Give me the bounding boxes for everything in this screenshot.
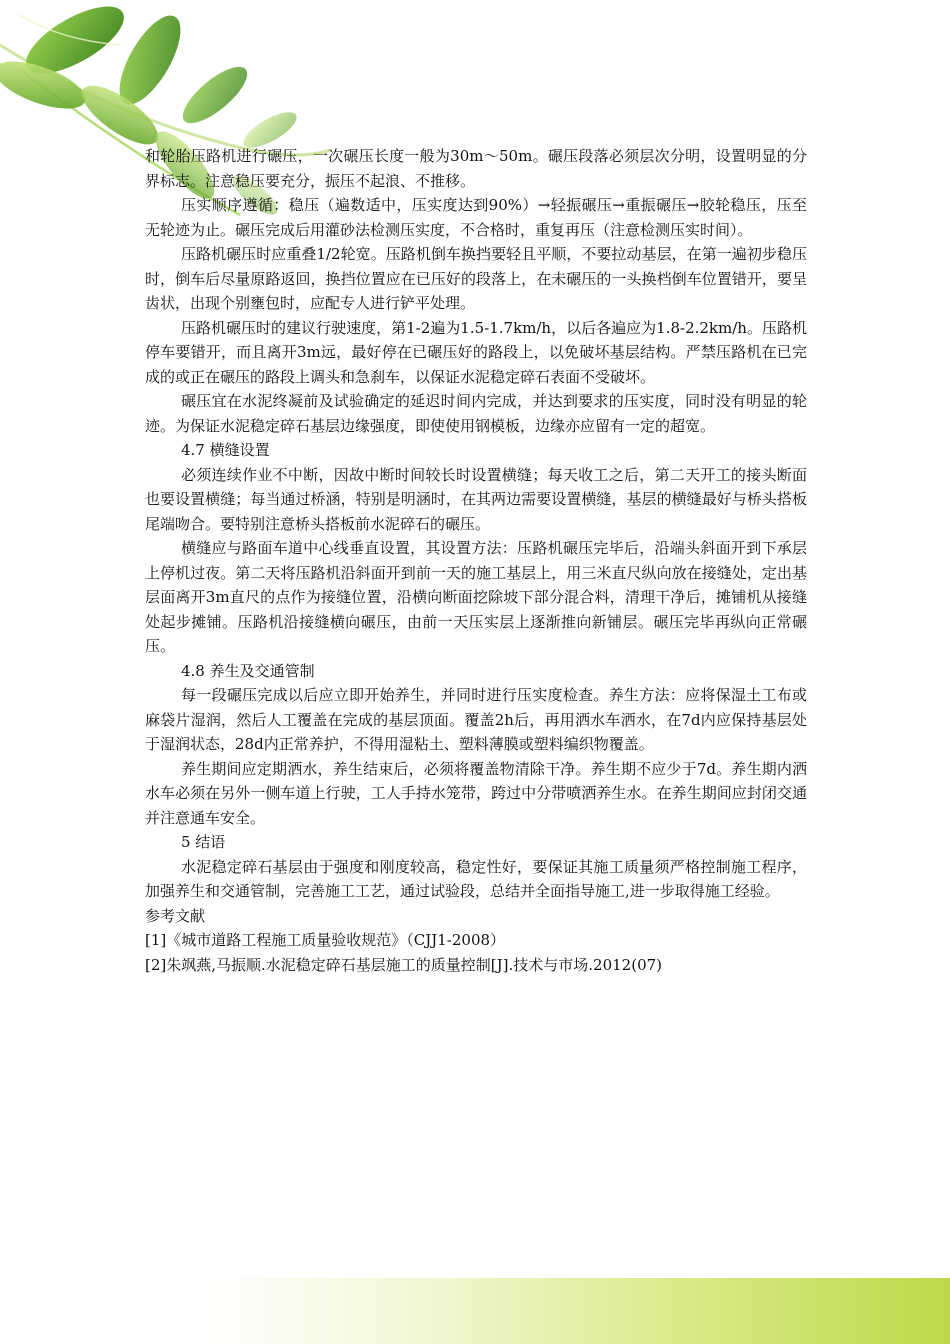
paragraph-conclusion: 水泥稳定碎石基层由于强度和刚度较高，稳定性好，要保证其施工质量须严格控制施工程序，加强养生和交通管制，完善施工工艺，通过试验段，总结并全面指导施工,进一步取得施工经验。 [145, 857, 807, 900]
reference-item: [1]《城市道路工程施工质量验收规范》（CJJ1-2008） [145, 931, 506, 949]
paragraph-joint-method: 横缝应与路面车道中心线垂直设置，其设置方法：压路机碾压完毕后，沿端头斜面开到下承层上停机过夜。第二天将压路机沿斜面开到前一天的施工基层上，用三米直尺纵向放在接缝处，定出基层面离开3m直尺的点作为接缝位置，沿横向断面挖除坡下部分混合料，清理干净后，摊铺机从接缝处起步摊铺。压路机沿接缝横向碾压，由前一天压实层上逐渐推向新铺层。碾压完毕再纵向正常碾压。 [145, 539, 807, 655]
section-heading-curing-traffic: 4.8 养生及交通管制 [181, 661, 315, 680]
footer-gradient-band [200, 1278, 950, 1344]
section-heading-conclusion: 5 结语 [181, 833, 226, 851]
paragraph-roller-speed: 压路机碾压时的建议行驶速度，第1-2遍为1.5-1.7km/h，以后各遍应为1.8-2.2km/h。压路机停车要错开，而且离开3m远，最好停在已碾压好的路段上，以免破坏基层结构。严禁压路机在已完成的或正在碾压的路段上调头和急刹车，以保证水泥稳定碎石表面不受破坏。 [145, 318, 807, 386]
references-title: 参考文献 [145, 906, 206, 925]
reference-item: [2]朱飒燕,马振顺.水泥稳定碎石基层施工的质量控制[J].技术与市场.2012(07) [145, 955, 663, 974]
paragraph-rolling-length: 和轮胎压路机进行碾压，一次碾压长度一般为30m～50m。碾压段落必须层次分明，设置明显的分界标志。注意稳压要充分，振压不起浪、不推移。 [145, 147, 807, 190]
paragraph-curing-method: 每一段碾压完成以后应立即开始养生，并同时进行压实度检查。养生方法：应将保湿土工布或麻袋片湿润，然后人工覆盖在完成的基层顶面。覆盖2h后，再用洒水车洒水，在7d内应保持基层处于湿润状态，28d内正常养护，不得用湿粘土、塑料薄膜或塑料编织物覆盖。 [145, 686, 807, 753]
paragraph-rolling-timing: 碾压宜在水泥终凝前及试验确定的延迟时间内完成，并达到要求的压实度，同时没有明显的轮迹。为保证水泥稳定碎石基层边缘强度，即使使用钢模板，边缘亦应留有一定的超宽。 [145, 392, 807, 435]
document-body [145, 144, 807, 977]
paragraph-compaction-order: 压实顺序遵循：稳压（遍数适中，压实度达到90%）→轻振碾压→重振碾压→胶轮稳压，压至无轮迹为止。碾压完成后用灌砂法检测压实度，不合格时，重复再压（注意检测压实时间）。 [145, 196, 807, 239]
paragraph-roller-overlap: 压路机碾压时应重叠1/2轮宽。压路机倒车换挡要轻且平顺，不要拉动基层，在第一遍初步稳压时，倒车后尽量原路返回，换挡位置应在已压好的段落上，在未碾压的一头换档倒车位置错开，要呈齿状，出现个别壅包时，应配专人进行铲平处理。 [145, 245, 807, 312]
section-heading-transverse-joint: 4.7 横缝设置 [181, 441, 270, 459]
paragraph-joint-requirement: 必须连续作业不中断，因故中断时间较长时设置横缝；每天收工之后，第二天开工的接头断面也要设置横缝；每当通过桥涵，特别是明涵时，在其两边需要设置横缝，基层的横缝最好与桥头搭板尾端吻合。要特别注意桥头搭板前水泥碎石的碾压。 [145, 465, 807, 533]
paragraph-curing-period: 养生期间应定期洒水，养生结束后，必须将覆盖物清除干净。养生期不应少于7d。养生期内洒水车必须在另外一侧车道上行驶，工人手持水笼带，跨过中分带喷洒养生水。在养生期间应封闭交通并注意通车安全。 [145, 759, 807, 827]
